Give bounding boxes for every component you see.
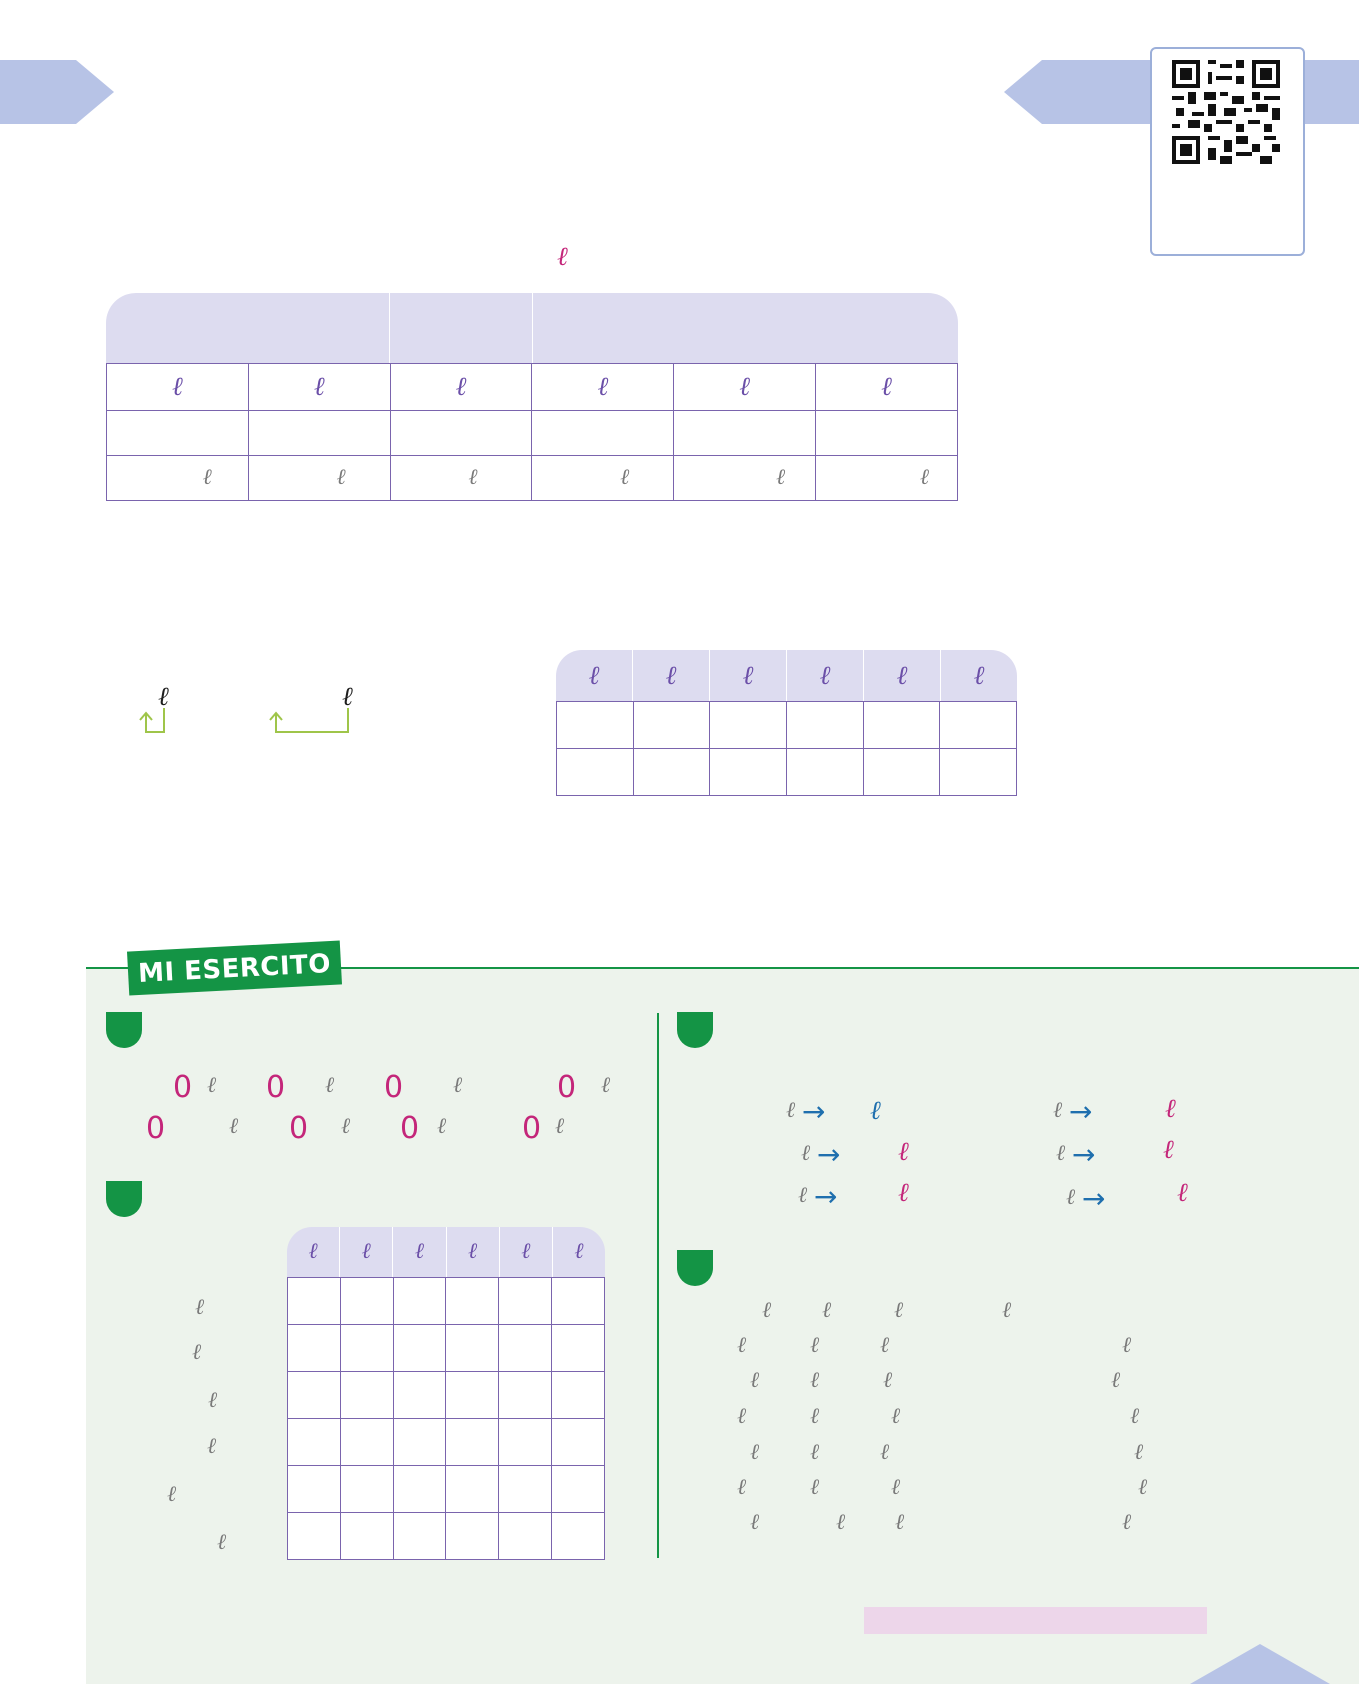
table-cell[interactable] bbox=[340, 1466, 393, 1513]
table-cell[interactable] bbox=[288, 1419, 341, 1466]
return-arrow-icon bbox=[264, 706, 356, 736]
table-cell[interactable] bbox=[340, 1513, 393, 1560]
table-cell[interactable] bbox=[446, 1325, 499, 1372]
table1-header-cell bbox=[106, 293, 390, 363]
table-cell[interactable] bbox=[499, 1419, 552, 1466]
table-cell[interactable] bbox=[674, 411, 816, 456]
table-cell[interactable] bbox=[393, 1466, 446, 1513]
section-divider bbox=[657, 1013, 659, 1558]
table-cell[interactable] bbox=[532, 411, 674, 456]
table-cell[interactable] bbox=[499, 1325, 552, 1372]
table-cell[interactable] bbox=[393, 1325, 446, 1372]
table-cell[interactable] bbox=[863, 702, 940, 749]
exercise-badge bbox=[677, 1250, 713, 1286]
table-cell: ℓ bbox=[532, 364, 674, 411]
table-cell[interactable] bbox=[633, 702, 710, 749]
table-cell[interactable] bbox=[552, 1466, 605, 1513]
table2 bbox=[556, 701, 1017, 796]
arrow-label-1: ℓ bbox=[158, 682, 169, 712]
table-cell: ℓ bbox=[816, 364, 958, 411]
table-cell: ℓ bbox=[248, 364, 390, 411]
table2-header-cell: ℓ bbox=[556, 650, 633, 701]
right-arrow-icon: → bbox=[1072, 1138, 1096, 1171]
table-cell[interactable] bbox=[248, 411, 390, 456]
table1-header bbox=[106, 293, 958, 363]
table-cell: ℓ bbox=[390, 364, 532, 411]
table3-header-cell: ℓ bbox=[574, 1239, 584, 1264]
exercise-badge bbox=[106, 1181, 142, 1217]
table-cell[interactable] bbox=[816, 411, 958, 456]
arrow-label-2: ℓ bbox=[342, 682, 353, 712]
table3-header-cell: ℓ bbox=[447, 1227, 500, 1277]
table-cell[interactable] bbox=[340, 1372, 393, 1419]
table-cell[interactable] bbox=[552, 1325, 605, 1372]
table-cell: ℓ bbox=[674, 456, 816, 501]
table-cell[interactable] bbox=[786, 702, 863, 749]
table-cell[interactable] bbox=[446, 1513, 499, 1560]
table-cell[interactable] bbox=[288, 1325, 341, 1372]
table-cell[interactable] bbox=[288, 1372, 341, 1419]
table3 bbox=[287, 1277, 605, 1560]
answer-oval[interactable]: 0 bbox=[384, 1070, 404, 1105]
table3-header-cell: ℓ bbox=[393, 1227, 446, 1277]
table-cell[interactable] bbox=[940, 749, 1017, 796]
table-cell[interactable] bbox=[710, 749, 787, 796]
table-cell[interactable] bbox=[393, 1278, 446, 1325]
right-arrow-icon: → bbox=[817, 1138, 841, 1171]
table-cell[interactable] bbox=[552, 1278, 605, 1325]
table-cell: ℓ bbox=[390, 456, 532, 501]
table1-header-cell bbox=[533, 293, 958, 363]
table-cell[interactable] bbox=[552, 1419, 605, 1466]
table-cell[interactable] bbox=[446, 1419, 499, 1466]
answer-oval[interactable]: 0 bbox=[557, 1070, 577, 1105]
right-arrow-icon: → bbox=[1069, 1095, 1093, 1128]
right-arrow-icon: → bbox=[1082, 1182, 1106, 1215]
qr-code-icon[interactable] bbox=[1172, 60, 1280, 164]
table-cell[interactable] bbox=[940, 702, 1017, 749]
right-arrow-icon: → bbox=[814, 1180, 838, 1213]
table2-header-cell: ℓ bbox=[633, 650, 710, 701]
table-cell[interactable] bbox=[552, 1372, 605, 1419]
table2-header bbox=[556, 650, 1017, 701]
table-cell[interactable] bbox=[552, 1513, 605, 1560]
left-banner bbox=[0, 56, 116, 126]
table1 bbox=[106, 363, 958, 501]
table-cell[interactable] bbox=[393, 1419, 446, 1466]
table-cell: ℓ bbox=[532, 456, 674, 501]
table-cell[interactable] bbox=[710, 702, 787, 749]
table-cell[interactable] bbox=[446, 1372, 499, 1419]
table-cell[interactable] bbox=[499, 1372, 552, 1419]
table-cell[interactable] bbox=[557, 702, 634, 749]
right-arrow-icon: → bbox=[802, 1095, 826, 1128]
table-cell: ℓ bbox=[248, 456, 390, 501]
answer-oval[interactable]: 0 bbox=[173, 1070, 193, 1105]
top-glyph: ℓ bbox=[557, 242, 568, 272]
answer-oval[interactable]: 0 bbox=[289, 1111, 309, 1146]
table2-header-cell: ℓ bbox=[864, 650, 941, 701]
section-title: MI ESERCITO bbox=[127, 940, 342, 995]
table2-header-cell: ℓ bbox=[787, 650, 864, 701]
answer-oval[interactable]: 0 bbox=[400, 1111, 420, 1146]
table3-header-cell: ℓ bbox=[340, 1227, 393, 1277]
table-cell[interactable] bbox=[863, 749, 940, 796]
corner-triangle bbox=[1190, 1644, 1330, 1684]
table3-header bbox=[287, 1227, 605, 1277]
table-cell[interactable] bbox=[499, 1513, 552, 1560]
table-cell[interactable] bbox=[499, 1278, 552, 1325]
table-cell[interactable] bbox=[107, 411, 249, 456]
table1-header-cell bbox=[390, 293, 533, 363]
exercise-badge bbox=[106, 1012, 142, 1048]
table-cell: ℓ bbox=[816, 456, 958, 501]
table-cell[interactable] bbox=[288, 1278, 341, 1325]
table-cell[interactable] bbox=[340, 1325, 393, 1372]
highlight-bar bbox=[864, 1607, 1207, 1634]
answer-oval[interactable]: 0 bbox=[146, 1111, 166, 1146]
table-cell[interactable] bbox=[340, 1419, 393, 1466]
table3-header-cell: ℓ bbox=[500, 1227, 553, 1277]
table-cell[interactable] bbox=[786, 749, 863, 796]
table2-header-cell: ℓ bbox=[710, 650, 787, 701]
exercise-badge bbox=[677, 1012, 713, 1048]
table2-header-cell: ℓ bbox=[973, 660, 985, 691]
table-cell: ℓ bbox=[107, 456, 249, 501]
return-arrow-icon bbox=[136, 706, 172, 736]
answer-oval[interactable]: 0 bbox=[266, 1070, 286, 1105]
table-cell[interactable] bbox=[633, 749, 710, 796]
answer-oval[interactable]: 0 bbox=[522, 1111, 542, 1146]
table3-header-cell: ℓ bbox=[287, 1227, 340, 1277]
table-cell[interactable] bbox=[446, 1466, 499, 1513]
table-cell[interactable] bbox=[393, 1372, 446, 1419]
table-cell[interactable] bbox=[557, 749, 634, 796]
table-cell[interactable] bbox=[393, 1513, 446, 1560]
table-cell: ℓ bbox=[107, 364, 249, 411]
table-cell[interactable] bbox=[446, 1278, 499, 1325]
table-cell: ℓ bbox=[674, 364, 816, 411]
table-cell[interactable] bbox=[288, 1466, 341, 1513]
table-cell[interactable] bbox=[499, 1466, 552, 1513]
table-cell[interactable] bbox=[340, 1278, 393, 1325]
table-cell[interactable] bbox=[288, 1513, 341, 1560]
table-cell[interactable] bbox=[390, 411, 532, 456]
